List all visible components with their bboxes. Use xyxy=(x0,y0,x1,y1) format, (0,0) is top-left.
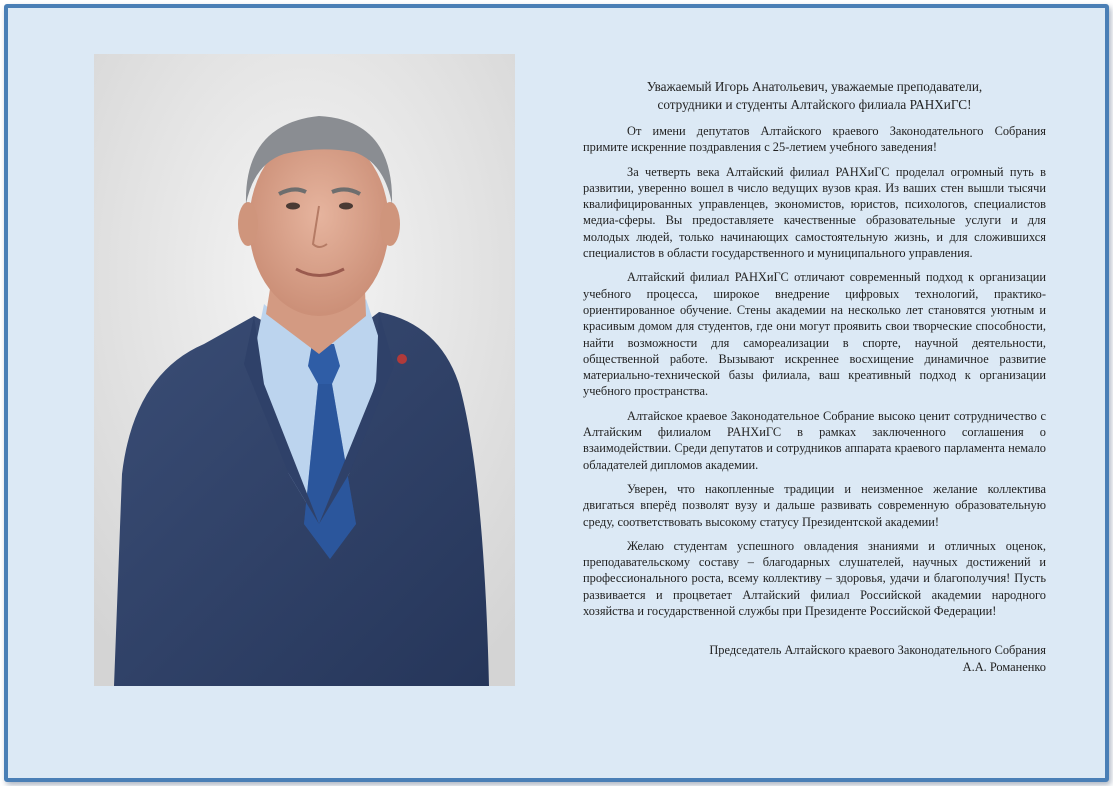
letter-frame xyxy=(4,4,1109,782)
signature-name: А.А. Романенко xyxy=(962,659,1046,674)
paragraph-3: Алтайский филиал РАНХиГС отличают современный подход к организации учебного процесса, широкое внедрение цифровых технологий, практико-ориентированное обучение. Стены академии на несколько лет становятся уютным и красивым домом для студентов, где они могут проявить свои творческие способности, найти возможности для самореализации в спорте, научной деятельности, общественной работе. Вызывают искреннее восхищение динамичное развитие материально-технической базы филиала, ваш креативный подход к организации учебного пространства. xyxy=(583,270,1046,399)
letter-text xyxy=(583,78,1046,675)
signature-title: Председатель Алтайского краевого Законодательного Собрания xyxy=(709,643,1046,658)
portrait-photo xyxy=(94,54,515,686)
signature xyxy=(583,642,1046,675)
greeting-line-1: Уважаемый Игорь Анатольевич, уважаемые преподаватели, xyxy=(646,79,983,94)
portrait-illustration xyxy=(94,54,515,686)
paragraph-6: Желаю студентам успешного овладения знаниями и отличных оценок, преподавательскому составу – благодарных слушателей, научных достижений и профессионального роста, всему коллективу – здоровья, удачи и благополучия! Пусть развивается и процветает Алтайский филиал Российской академии народного хозяйства и государственной службы при Президенте Российской Федерации! xyxy=(583,538,1046,619)
greeting-line-2: сотрудники и студенты Алтайского филиала РАНХиГС! xyxy=(657,97,972,112)
paragraph-4: Алтайское краевое Законодательное Собрание высоко ценит сотрудничество с Алтайским филиалом РАНХиГС в рамках заключенного соглашения о взаимодействии. Среди депутатов и сотрудников аппарата краевого парламента немало обладателей дипломов академии. xyxy=(583,408,1046,472)
paragraph-5: Уверен, что накопленные традиции и неизменное желание коллектива двигаться вперёд позволят вузу и дальше развивать современную образовательную среду, соответствовать высокому статусу Президентской академии! xyxy=(583,481,1046,529)
paragraph-2: За четверть века Алтайский филиал РАНХиГС проделал огромный путь в развитии, уверенно вошел в число ведущих вузов края. Из ваших стен вышли тысячи квалифицированных управленцев, экономистов, юристов, психологов, специалистов медиа-сферы. Вы предоставляете качественные образовательные услуги и для молодых людей, только начинающих самостоятельную жизнь, и для сложившихся специалистов в области государственного и муниципального управления. xyxy=(583,164,1046,261)
greeting xyxy=(583,78,1046,114)
paragraph-1: От имени депутатов Алтайского краевого Законодательного Собрания примите искренние поздравления с 25-летием учебного заведения! xyxy=(583,124,1046,155)
